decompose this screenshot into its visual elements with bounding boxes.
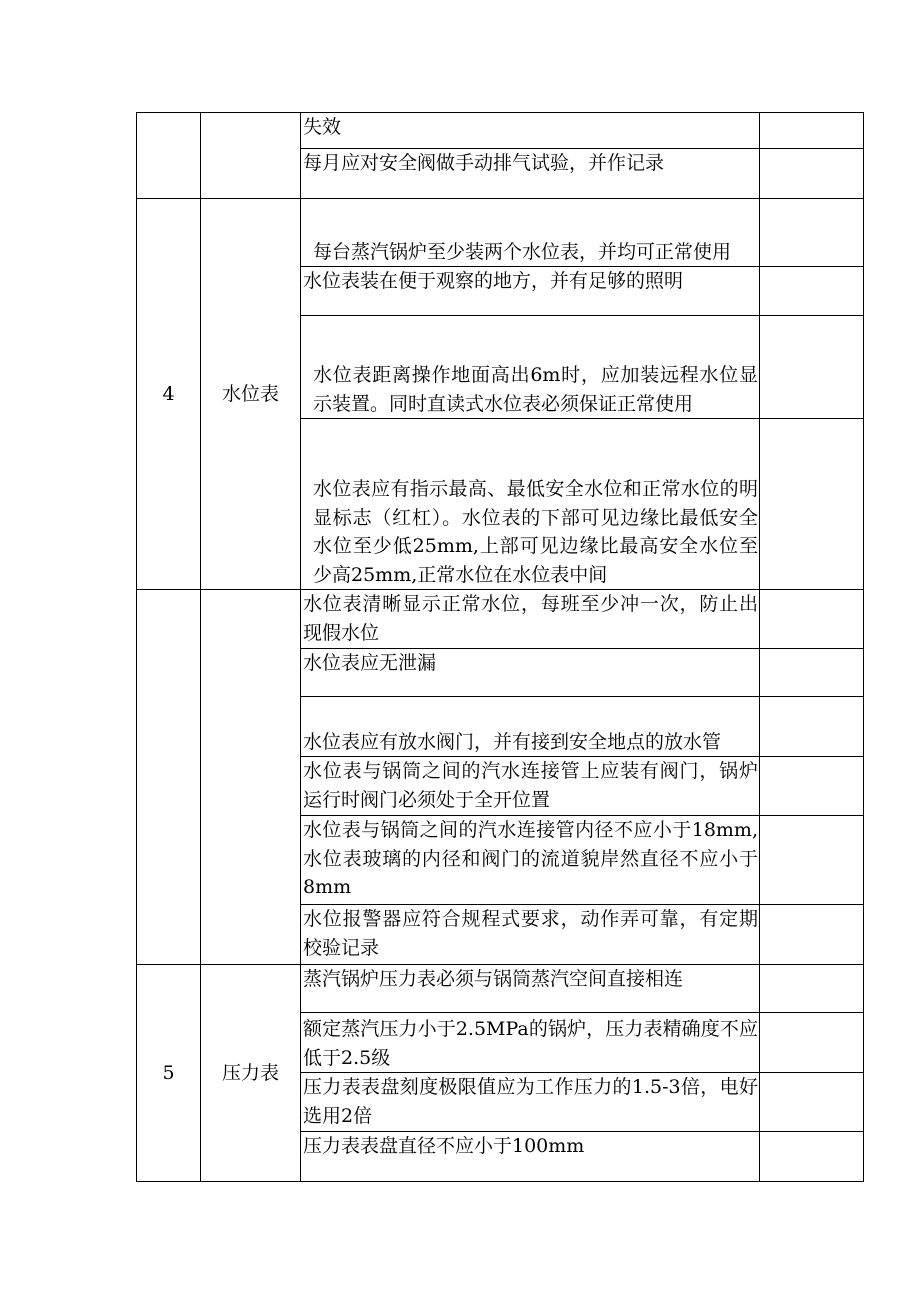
result-cell (760, 816, 864, 905)
requirement-cell (301, 199, 760, 267)
result-cell (760, 1132, 864, 1182)
result-cell (760, 649, 864, 697)
requirement-cell (301, 816, 760, 905)
result-cell (760, 199, 864, 267)
requirement-text: 水位表应无泄漏 (303, 652, 437, 674)
requirement-cell (301, 757, 760, 816)
result-cell (760, 965, 864, 1013)
table-row (137, 113, 864, 149)
table-row (137, 965, 864, 1013)
result-cell (760, 1013, 864, 1073)
requirement-text: 压力表表盘刻度极限值应为工作压力的1.5-3倍，电好选用2倍 (303, 1076, 758, 1127)
requirement-text: 水位表应有放水阀门，并有接到安全地点的放水管 (303, 730, 722, 753)
requirement-cell (301, 965, 760, 1013)
requirement-cell (301, 649, 760, 697)
requirement-cell (301, 419, 760, 590)
item-number-cell: 4 (137, 199, 201, 590)
requirement-text: 额定蒸汽压力小于2.5MPa的锅炉，压力表精确度不应低于2.5级 (303, 1018, 758, 1069)
requirement-text: 水位表应有指示最高、最低安全水位和正常水位的明显标志（红杠）。水位表的下部可见边缘比最低安全水位至少低25mm,上部可见边缘比最高安全水位至少高25mm,正常水位在水位表中间 (313, 478, 758, 586)
requirement-cell (301, 1073, 760, 1132)
requirement-cell (301, 1132, 760, 1182)
requirement-text: 蒸汽锅炉压力表必须与锅筒蒸汽空间直接相连 (303, 968, 684, 990)
result-cell (760, 697, 864, 757)
result-cell (760, 419, 864, 590)
table-row (137, 590, 864, 649)
result-cell (760, 267, 864, 316)
requirement-cell (301, 590, 760, 649)
result-cell (760, 757, 864, 816)
requirement-text: 每台蒸汽锅炉至少装两个水位表，并均可正常使用 (313, 240, 732, 263)
requirement-cell (301, 905, 760, 965)
inspection-table (136, 112, 864, 1182)
requirement-cell (301, 267, 760, 316)
requirement-text: 每月应对安全阀做手动排气试验，并作记录 (303, 152, 665, 174)
requirement-text: 水位表距离操作地面高出6m时，应加装远程水位显示装置。同时直读式水位表必须保证正常使用 (313, 364, 758, 415)
requirement-cell (301, 149, 760, 199)
item-name-cell (201, 113, 301, 199)
requirement-cell (301, 113, 760, 149)
requirement-cell (301, 316, 760, 419)
result-cell (760, 590, 864, 649)
result-cell (760, 905, 864, 965)
item-number-cell (137, 113, 201, 199)
requirement-text: 压力表表盘直径不应小于100mm (303, 1135, 585, 1157)
requirement-text: 失效 (303, 116, 342, 138)
requirement-text: 水位表装在便于观察的地方，并有足够的照明 (303, 270, 684, 292)
requirement-text: 水位表与锅筒之间的汽水连接管上应装有阀门，锅炉运行时阀门必须处于全开位置 (303, 760, 758, 811)
item-name-cell (201, 590, 301, 965)
requirement-cell (301, 697, 760, 757)
item-number-cell (137, 590, 201, 965)
result-cell (760, 316, 864, 419)
table-row (137, 199, 864, 267)
result-cell (760, 113, 864, 149)
requirement-text: 水位报警器应符合规程式要求，动作弄可靠，有定期校验记录 (303, 908, 758, 959)
item-name-cell: 压力表 (201, 965, 301, 1182)
result-cell (760, 149, 864, 199)
item-number-cell: 5 (137, 965, 201, 1182)
requirement-text: 水位表与锅筒之间的汽水连接管内径不应小于18mm,水位表玻璃的内径和阀门的流道貌岸然直径不应小于8mm (303, 819, 758, 898)
item-name-cell: 水位表 (201, 199, 301, 590)
result-cell (760, 1073, 864, 1132)
requirement-text: 水位表清晰显示正常水位，每班至少冲一次，防止出现假水位 (303, 593, 758, 644)
requirement-cell (301, 1013, 760, 1073)
